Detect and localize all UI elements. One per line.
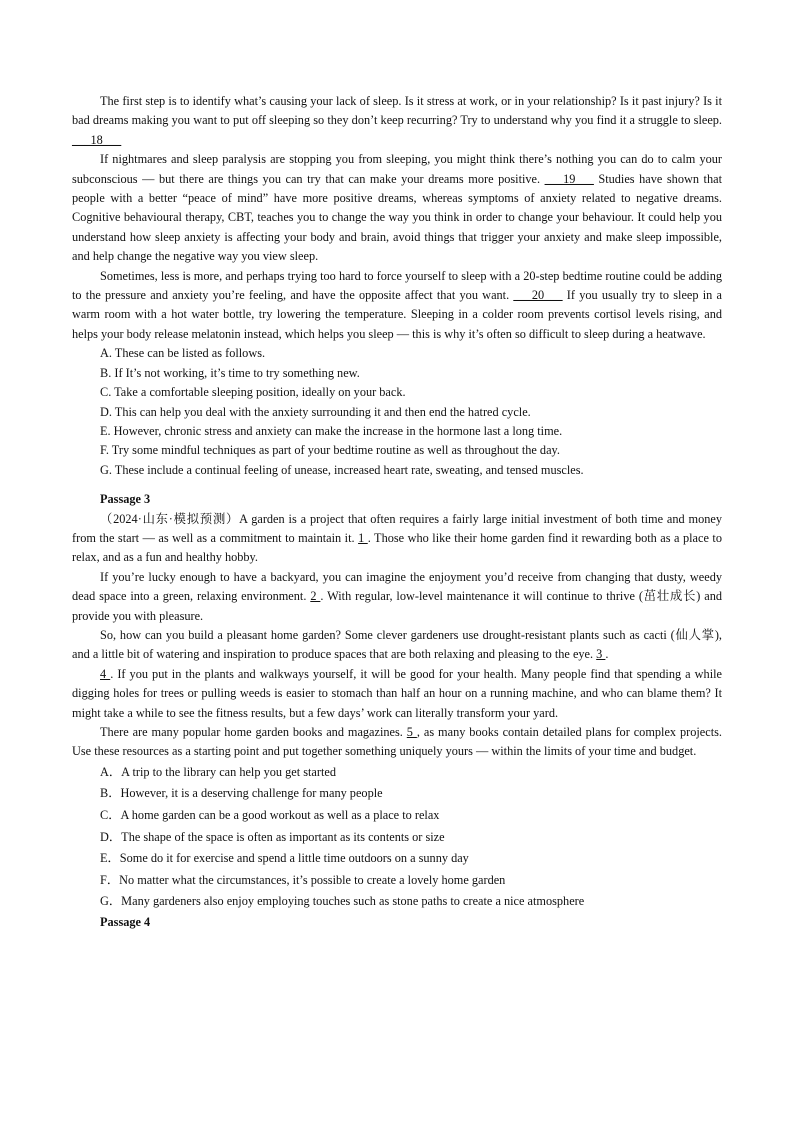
option-item: G．Many gardeners also enjoy employing touches such as stone paths to create a nice atmosphere bbox=[100, 894, 585, 909]
option-item: D. This can help you deal with the anxiety surrounding it and then end the hatred cycle. bbox=[100, 404, 531, 419]
passage3-paragraph-4: 4 . If you put in the plants and walkways yourself, it will be good for your health. Many people find that spending a while digging holes for trees or pulling weeds is easier to stomach than half an hour on a running machine, and who can blame them? It might take a while to see the fitness results, but a few days’ work can literally transform your yard. bbox=[72, 666, 722, 720]
option-item: B. If It’s not working, it’s time to try something new. bbox=[100, 365, 360, 380]
blank-5: 5 bbox=[406, 725, 417, 739]
passage4-heading: Passage 4 bbox=[100, 914, 151, 929]
passage3-paragraph-5: There are many popular home garden books and magazines. 5 , as many books contain detailed plans for complex projects. Use these resources as a starting point and put together something uniquely yours — within the limits of your time and budget. bbox=[72, 725, 722, 759]
passage2-paragraph-3: Sometimes, less is more, and perhaps trying too hard to force yourself to sleep with a 20-step bedtime routine could be adding to the pressure and anxiety you’re feeling, and have the opposite affect that you want. ___20___ If you usually try to sleep in a warm room with a hot water bottle, try lowering the temperature. Sleeping in a colder room prevents cortisol levels rising, and helps your body release melatonin instead, which helps you sleep — this is why it’s often so difficult to sleep during a heatwave. bbox=[72, 268, 723, 341]
blank-19: ___19___ bbox=[544, 171, 594, 186]
option-item: E．Some do it for exercise and spend a little time outdoors on a sunny day bbox=[100, 851, 469, 866]
option-item: A. These can be listed as follows. bbox=[100, 346, 266, 361]
option-item: A．A trip to the library can help you get started bbox=[100, 764, 336, 779]
blank-2: 2 bbox=[310, 589, 321, 604]
option-item: C．A home garden can be a good workout as well as a place to relax bbox=[100, 808, 440, 822]
blank-18: ___18___ bbox=[72, 132, 122, 147]
option-item: E. However, chronic stress and anxiety can make the increase in the hormone last a long time. bbox=[100, 423, 563, 438]
blank-1: 1 bbox=[358, 530, 368, 545]
blank-20: ___20___ bbox=[513, 288, 563, 303]
passage3-paragraph-2: If you’re lucky enough to have a backyard, you can imagine the enjoyment you’d receive from changing that dusty, weedy dead space into a green, relaxing environment. 2 . With regular, low-level maintenance it will continue to thrive (茁壮成长) and provide you with pleasure. bbox=[72, 569, 723, 623]
option-item: G. These include a continual feeling of unease, increased heart rate, sweating, and tensed muscles. bbox=[100, 462, 584, 477]
blank-3: 3 bbox=[596, 647, 606, 662]
option-item: C. Take a comfortable sleeping position, ideally on your back. bbox=[100, 385, 406, 400]
document-page bbox=[72, 92, 722, 932]
passage3-paragraph-1: （2024·山东·模拟预测）A garden is a project that often requires a fairly large initial investment of both time and money from the start — as well as a commitment to maintain it. 1 . Those who like their home garden find it rewarding both as a place to relax, and as a fun and healthy hobby. bbox=[72, 511, 722, 565]
passage2-options bbox=[72, 344, 722, 480]
option-item: D．The shape of the space is often as important as its contents or size bbox=[100, 829, 445, 844]
option-item: B．However, it is a deserving challenge for many people bbox=[100, 786, 383, 801]
blank-4: 4 bbox=[100, 666, 111, 681]
passage3-options bbox=[72, 762, 722, 913]
option-item: F．No matter what the circumstances, it’s possible to create a lovely home garden bbox=[100, 872, 506, 887]
passage2-paragraph-1: The first step is to identify what’s causing your lack of sleep. Is it stress at work, or in your relationship? Is it past injury? Is it bad dreams making you want to put off sleeping so they don’t keep recurring? Try to understand why you find it a struggle to sleep. ___18___ bbox=[72, 94, 722, 147]
passage2-paragraph-2: If nightmares and sleep paralysis are stopping you from sleeping, you might think there’s nothing you can do to calm your subconscious — but there are things you can try that can make your dreams more positive. ___19___ Studies have shown that people with a better “peace of mind” have more positive dreams, whereas symptoms of anxiety related to negative dreams. Cognitive behavioural therapy, CBT, teaches you to change the way you think in order to change your behaviour. It could help you understand how sleep anxiety is affecting your body and brain, avoid things that trigger your anxiety and make sleep impossible, and help change the negative way you view sleep. bbox=[72, 152, 722, 264]
option-item: F. Try some mindful techniques as part of your bedtime routine as well as throughout the day. bbox=[100, 443, 560, 458]
passage3-paragraph-3: So, how can you build a pleasant home garden? Some clever gardeners use drought-resistant plants such as cacti (仙人掌), and a little bit of watering and inspiration to produce spaces that are both relaxing and pleasing to the eye. 3 . bbox=[72, 627, 722, 662]
passage3-heading: Passage 3 bbox=[100, 492, 151, 507]
